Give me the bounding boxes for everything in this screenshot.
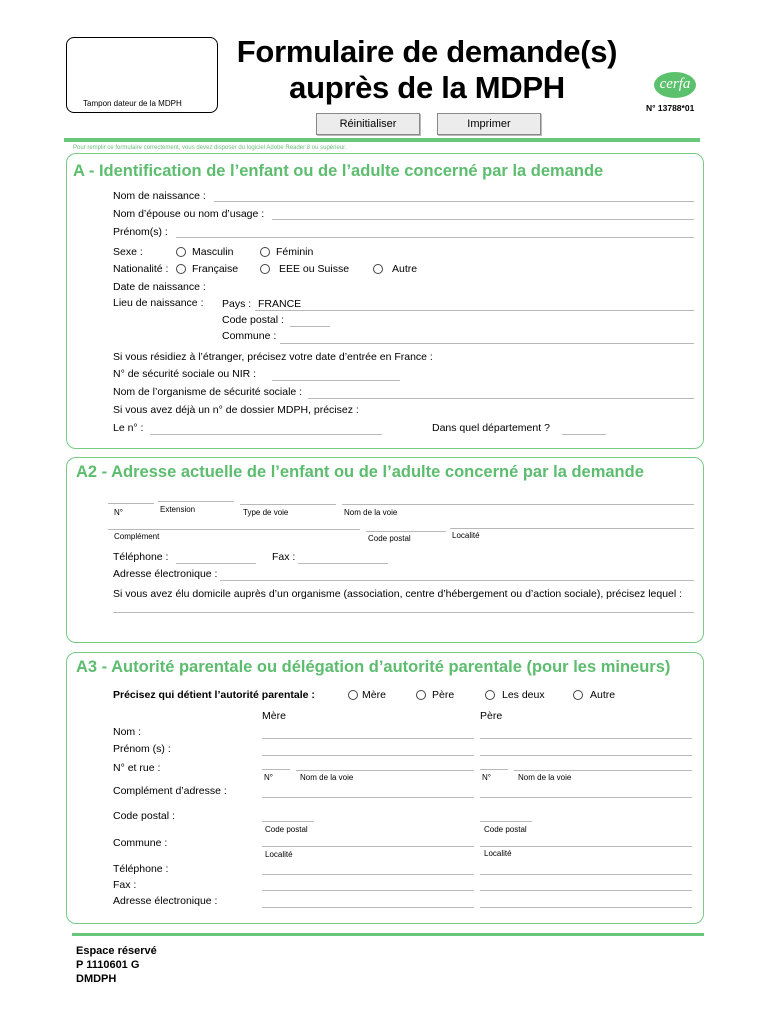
title-line-2: auprès de la MDPH: [289, 70, 565, 105]
radio-autre-a3[interactable]: [573, 690, 583, 700]
father-phone-field[interactable]: [480, 874, 692, 875]
abroad-label: Si vous résidiez à l’étranger, précisez votre date d’entrée en France :: [113, 351, 433, 363]
parent-firstname-label: Prénom (s) :: [113, 743, 171, 755]
social-org-field[interactable]: [308, 398, 694, 399]
address-extension-label: Extension: [160, 505, 196, 514]
authority-holder-label: Précisez qui détient l’autorité parentale :: [113, 689, 315, 701]
address-postcode-field[interactable]: [366, 531, 446, 532]
radio-feminin[interactable]: [260, 247, 270, 257]
address-street-label: Nom de la voie: [344, 508, 398, 517]
section-a2-title: A2 - Adresse actuelle de l’enfant ou de l’adulte concerné par la demande: [76, 463, 644, 481]
mother-complement-field[interactable]: [262, 797, 474, 798]
section-a-title: A - Identification de l’enfant ou de l’adulte concerné par la demande: [73, 162, 604, 180]
address-complement-field[interactable]: [108, 529, 360, 530]
mother-locality-label: Localité: [265, 850, 293, 859]
address-number-field[interactable]: [108, 503, 154, 504]
reset-button[interactable]: Réinitialiser: [316, 113, 420, 135]
autre-a3-label: Autre: [590, 689, 616, 701]
form-title: [222, 34, 632, 106]
mother-firstname-field[interactable]: [262, 755, 474, 756]
nationality-label: Nationalité :: [113, 263, 169, 275]
nir-label: N° de sécurité sociale ou NIR :: [113, 368, 257, 380]
father-street-label: Nom de la voie: [518, 773, 572, 782]
footer-divider: [72, 933, 704, 936]
address-number-label: N°: [114, 508, 123, 517]
mother-number-field[interactable]: [262, 769, 290, 770]
birth-postcode-field[interactable]: [290, 326, 330, 327]
mere-label: Mère: [362, 689, 386, 701]
mother-postcode-field[interactable]: [262, 821, 314, 822]
birth-postcode-label: Code postal :: [222, 314, 284, 326]
mother-postcode-label: Code postal: [265, 825, 308, 834]
eee-label: EEE ou Suisse: [279, 263, 350, 275]
masculin-label: Masculin: [192, 246, 234, 258]
parent-street-label: N° et rue :: [113, 762, 161, 774]
mdph-file-label: Si vous avez déjà un n° de dossier MDPH, précisez :: [113, 404, 359, 416]
mother-number-label: N°: [264, 773, 273, 782]
father-street-field[interactable]: [514, 770, 692, 771]
parent-fax-label: Fax :: [113, 879, 137, 891]
father-number-label: N°: [482, 773, 491, 782]
date-stamp-box: [66, 37, 218, 113]
country-label: Pays :: [222, 298, 252, 310]
francaise-label: Française: [192, 263, 239, 275]
radio-eee[interactable]: [260, 264, 270, 274]
firstname-label: Prénom(s) :: [113, 226, 168, 238]
cerfa-number: N° 13788*01: [646, 103, 695, 113]
radio-les-deux[interactable]: [485, 690, 495, 700]
email-field[interactable]: [220, 580, 694, 581]
birth-name-label: Nom de naissance :: [113, 190, 206, 202]
father-email-field[interactable]: [480, 907, 692, 908]
radio-mere[interactable]: [348, 690, 358, 700]
mother-fax-field[interactable]: [262, 890, 474, 891]
birth-commune-field[interactable]: [280, 343, 694, 344]
sex-label: Sexe :: [113, 246, 143, 258]
firstname-field[interactable]: [176, 237, 694, 238]
cerfa-logo: cerfa: [654, 72, 696, 98]
usage-name-field[interactable]: [272, 219, 694, 220]
mother-street-field[interactable]: [296, 770, 474, 771]
parent-name-label: Nom :: [113, 726, 142, 738]
radio-pere[interactable]: [416, 690, 426, 700]
phone-field[interactable]: [176, 563, 256, 564]
mother-street-label: Nom de la voie: [300, 773, 354, 782]
reserved-line-1: Espace réservé: [76, 945, 157, 957]
file-number-field[interactable]: [150, 434, 382, 435]
section-a3-title: A3 - Autorité parentale ou délégation d’autorité parentale (pour les mineurs): [76, 658, 671, 676]
parent-commune-label: Commune :: [113, 837, 168, 849]
mother-column-header: Mère: [262, 710, 286, 722]
country-field[interactable]: [255, 310, 694, 311]
reserved-line-2: P 1110601 G: [76, 959, 140, 971]
father-locality-label: Localité: [484, 849, 512, 858]
parent-email-label: Adresse électronique :: [113, 895, 218, 907]
address-street-field[interactable]: [342, 504, 694, 505]
father-firstname-field[interactable]: [480, 755, 692, 756]
mother-email-field[interactable]: [262, 907, 474, 908]
radio-autre[interactable]: [373, 264, 383, 274]
department-label: Dans quel département ?: [432, 422, 550, 434]
usage-name-label: Nom d’épouse ou nom d’usage :: [113, 208, 265, 220]
fax-label: Fax :: [272, 551, 296, 563]
mother-phone-field[interactable]: [262, 874, 474, 875]
email-label: Adresse électronique :: [113, 568, 218, 580]
domicile-label: Si vous avez élu domicile auprès d’un organisme (association, centre d’hébergement ou d’action sociale), précisez lequel :: [113, 588, 683, 600]
father-postcode-label: Code postal: [484, 825, 527, 834]
fax-field[interactable]: [298, 563, 388, 564]
mother-name-field[interactable]: [262, 738, 474, 739]
address-complement-label: Complément: [114, 532, 160, 541]
domicile-field[interactable]: [113, 612, 694, 613]
birthplace-label: Lieu de naissance :: [113, 297, 204, 309]
les-deux-label: Les deux: [502, 689, 545, 701]
mother-locality-field[interactable]: [262, 846, 474, 847]
print-button[interactable]: Imprimer: [437, 113, 541, 135]
reserved-area: [76, 944, 157, 986]
stamp-label: Tampon dateur de la MDPH: [83, 99, 182, 108]
radio-francaise[interactable]: [176, 264, 186, 274]
father-complement-field[interactable]: [480, 797, 692, 798]
autre-label: Autre: [392, 263, 418, 275]
section-a2: [66, 457, 704, 643]
father-postcode-field[interactable]: [480, 821, 532, 822]
parent-postcode-label: Code postal :: [113, 810, 175, 822]
file-number-label: Le n° :: [113, 422, 144, 434]
father-name-field[interactable]: [480, 738, 692, 739]
address-type-field[interactable]: [240, 504, 336, 505]
software-note: Pour remplir ce formulaire correctement, vous devez disposer du logiciel Adobe Reader 8 ou supérieur.: [73, 145, 347, 151]
nir-field[interactable]: [272, 380, 400, 381]
address-locality-field[interactable]: [450, 528, 694, 529]
father-number-field[interactable]: [480, 769, 508, 770]
birth-name-field[interactable]: [214, 201, 694, 202]
address-postcode-label: Code postal: [368, 534, 411, 543]
address-extension-field[interactable]: [158, 501, 234, 502]
birth-commune-label: Commune :: [222, 330, 277, 342]
phone-label: Téléphone :: [113, 551, 169, 563]
pere-label: Père: [432, 689, 455, 701]
social-org-label: Nom de l’organisme de sécurité sociale :: [113, 386, 303, 398]
radio-masculin[interactable]: [176, 247, 186, 257]
address-locality-label: Localité: [452, 531, 480, 540]
header-divider: [64, 138, 700, 142]
country-value[interactable]: FRANCE: [258, 298, 302, 310]
reserved-line-3: DMDPH: [76, 973, 117, 985]
address-type-label: Type de voie: [243, 508, 289, 517]
feminin-label: Féminin: [276, 246, 314, 258]
birthdate-label: Date de naissance :: [113, 281, 206, 293]
father-fax-field[interactable]: [480, 890, 692, 891]
parent-phone-label: Téléphone :: [113, 863, 169, 875]
title-line-1: Formulaire de demande(s): [236, 34, 618, 69]
father-column-header: Père: [480, 710, 503, 722]
father-locality-field[interactable]: [480, 846, 692, 847]
department-field[interactable]: [562, 434, 606, 435]
parent-complement-label: Complément d’adresse :: [113, 785, 227, 797]
